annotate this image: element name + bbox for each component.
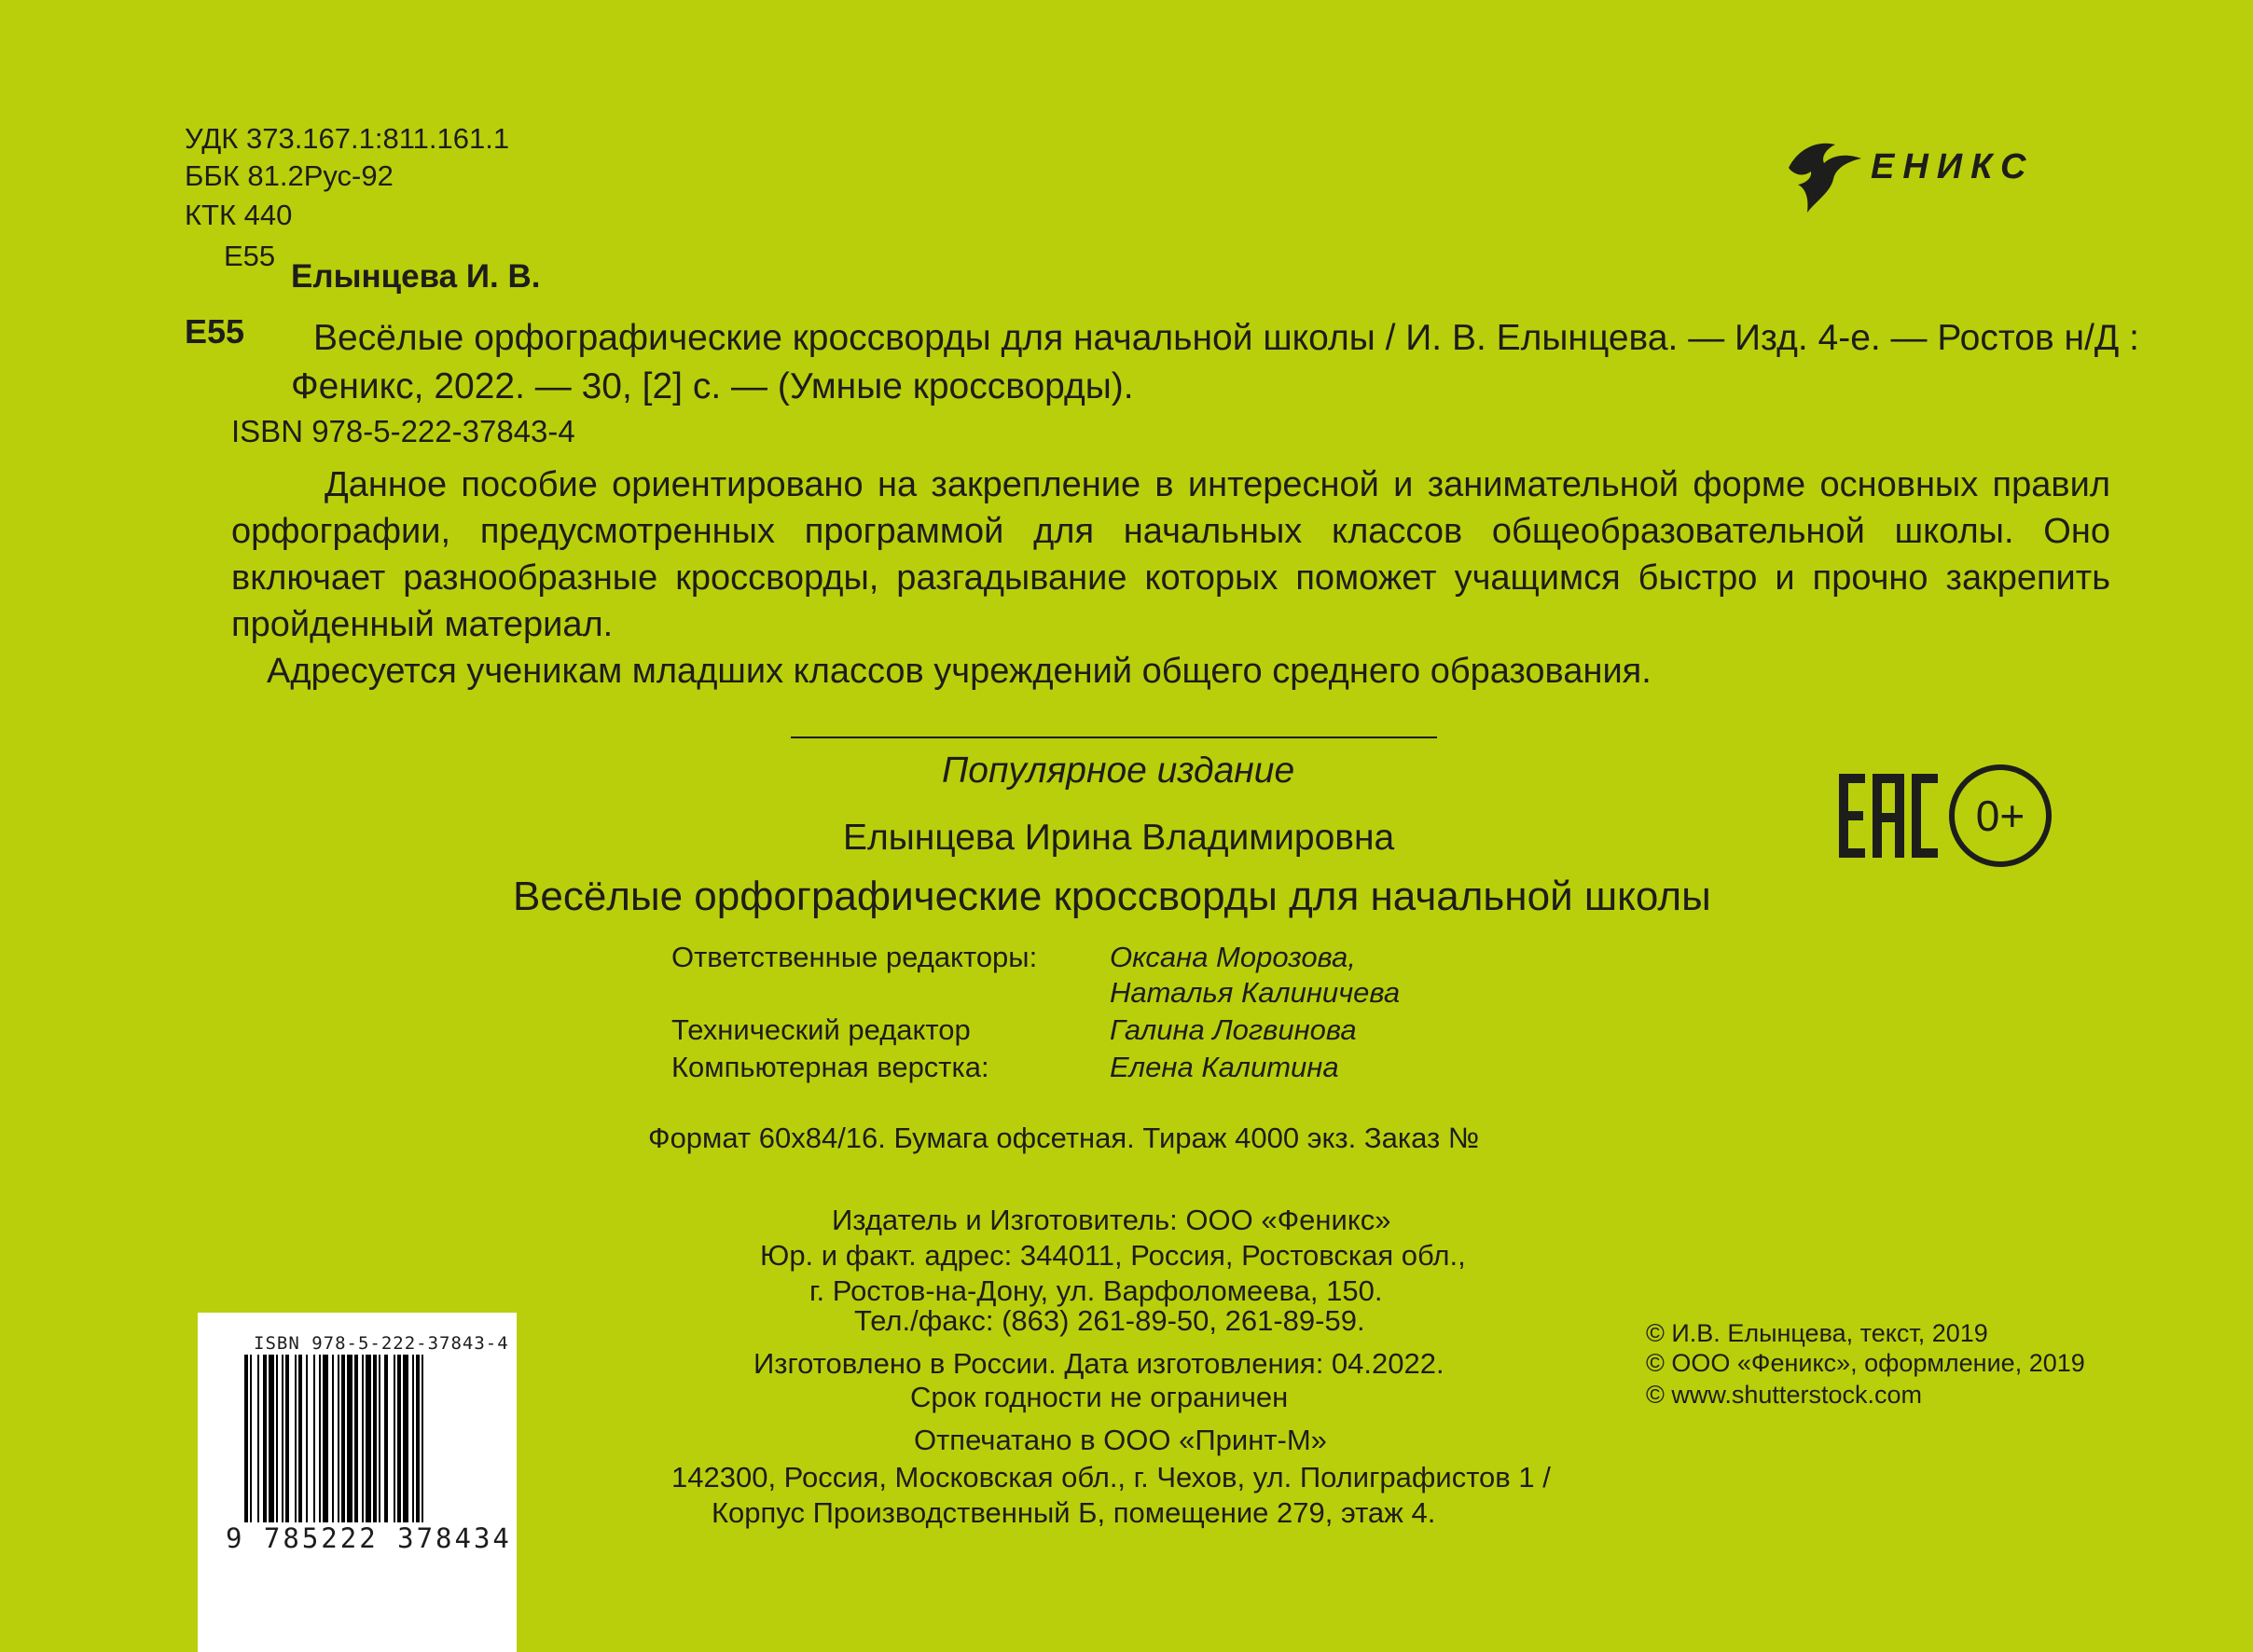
credit-name: Наталья Калиничева	[1110, 976, 1401, 1009]
credit-role: Ответственные редакторы:	[671, 941, 1038, 973]
book-title: Весёлые орфографические кроссворды для начальной школы	[513, 874, 1711, 919]
copyright-line: © www.shutterstock.com	[1646, 1381, 1922, 1409]
annotation-paragraph: Адресуется ученикам младших классов учреждений общего среднего образования.	[267, 652, 1652, 691]
made-in-line: Изготовлено в России. Дата изготовления: 04.2022.	[753, 1347, 1444, 1380]
publisher-logo	[1779, 131, 2059, 214]
author-full-name: Елынцева Ирина Владимировна	[843, 818, 1395, 858]
bbk-code: ББК 81.2Рус-92	[185, 159, 394, 192]
eac-certification-mark	[1837, 764, 2056, 867]
barcode-isbn-text: ISBN 978-5-222-37843-4	[254, 1333, 509, 1354]
barcode-block	[198, 1313, 517, 1652]
index-code: Е55	[185, 312, 245, 351]
citation-line-2: Феникс, 2022. — 30, [2] с. — (Умные кроссворды).	[291, 366, 1134, 406]
phoenix-bird-icon	[1779, 131, 1868, 214]
publisher-line: Тел./факс: (863) 261-89-50, 261-89-59.	[854, 1304, 1365, 1337]
printer-address: Корпус Производственный Б, помещение 279, этаж 4.	[712, 1496, 1436, 1529]
author-sign: Е55	[224, 240, 276, 272]
printer-line: Отпечатано в ООО «Принт-М»	[914, 1424, 1327, 1456]
citation-line-1: Весёлые орфографические кроссворды для начальной школы / И. В. Елынцева. — Изд. 4-е. — Ростов н/Д :	[313, 318, 2139, 358]
copyright-line: © И.В. Елынцева, текст, 2019	[1646, 1319, 1988, 1347]
credit-name: Елена Калитина	[1110, 1051, 1339, 1083]
credit-name: Галина Логвинова	[1110, 1013, 1357, 1046]
format-line: Формат 60x84/16. Бумага офсетная. Тираж 4000 экз. Заказ №	[648, 1122, 1480, 1154]
printer-address: 142300, Россия, Московская обл., г. Чехов, ул. Полиграфистов 1 /	[671, 1461, 1551, 1494]
shelf-life-line: Срок годности не ограничен	[910, 1381, 1289, 1413]
annotation-paragraph: Данное пособие ориентировано на закрепление в интересной и занимательной форме основных правил орфографии, предусмотренных программой для начальных классов общеобразовательной школы. Оно включает разнообразные кроссворды, разгадывание которых поможет учащимся быстро и прочно закрепить пройденный материал.	[231, 465, 2110, 644]
copyright-line: © ООО «Феникс», оформление, 2019	[1646, 1349, 2085, 1377]
ktk-code: КТК 440	[185, 199, 293, 231]
age-rating: 0+	[1975, 792, 2025, 840]
credit-role: Компьютерная верстка:	[671, 1051, 989, 1083]
author-name: Елынцева И. В.	[291, 258, 541, 295]
annotation	[231, 461, 2110, 695]
edition-type: Популярное издание	[942, 750, 1295, 791]
publisher-line: Юр. и факт. адрес: 344011, Россия, Ростовская обл.,	[760, 1239, 1466, 1272]
credit-role: Технический редактор	[671, 1013, 971, 1046]
divider	[791, 737, 1437, 738]
publisher-wordmark: ЕНИКС	[1871, 147, 2035, 186]
publisher-line: г. Ростов-на-Дону, ул. Варфоломеева, 150.	[809, 1274, 1383, 1307]
isbn-line: ISBN 978-5-222-37843-4	[231, 414, 575, 448]
eac-logo-icon	[1839, 774, 1938, 858]
barcode-icon	[244, 1355, 468, 1532]
udk-code: УДК 373.167.1:811.161.1	[185, 122, 510, 155]
publisher-line: Издатель и Изготовитель: ООО «Феникс»	[832, 1204, 1391, 1236]
barcode-digits: 9 785222 378434	[226, 1522, 512, 1554]
credit-name: Оксана Морозова,	[1110, 941, 1356, 973]
